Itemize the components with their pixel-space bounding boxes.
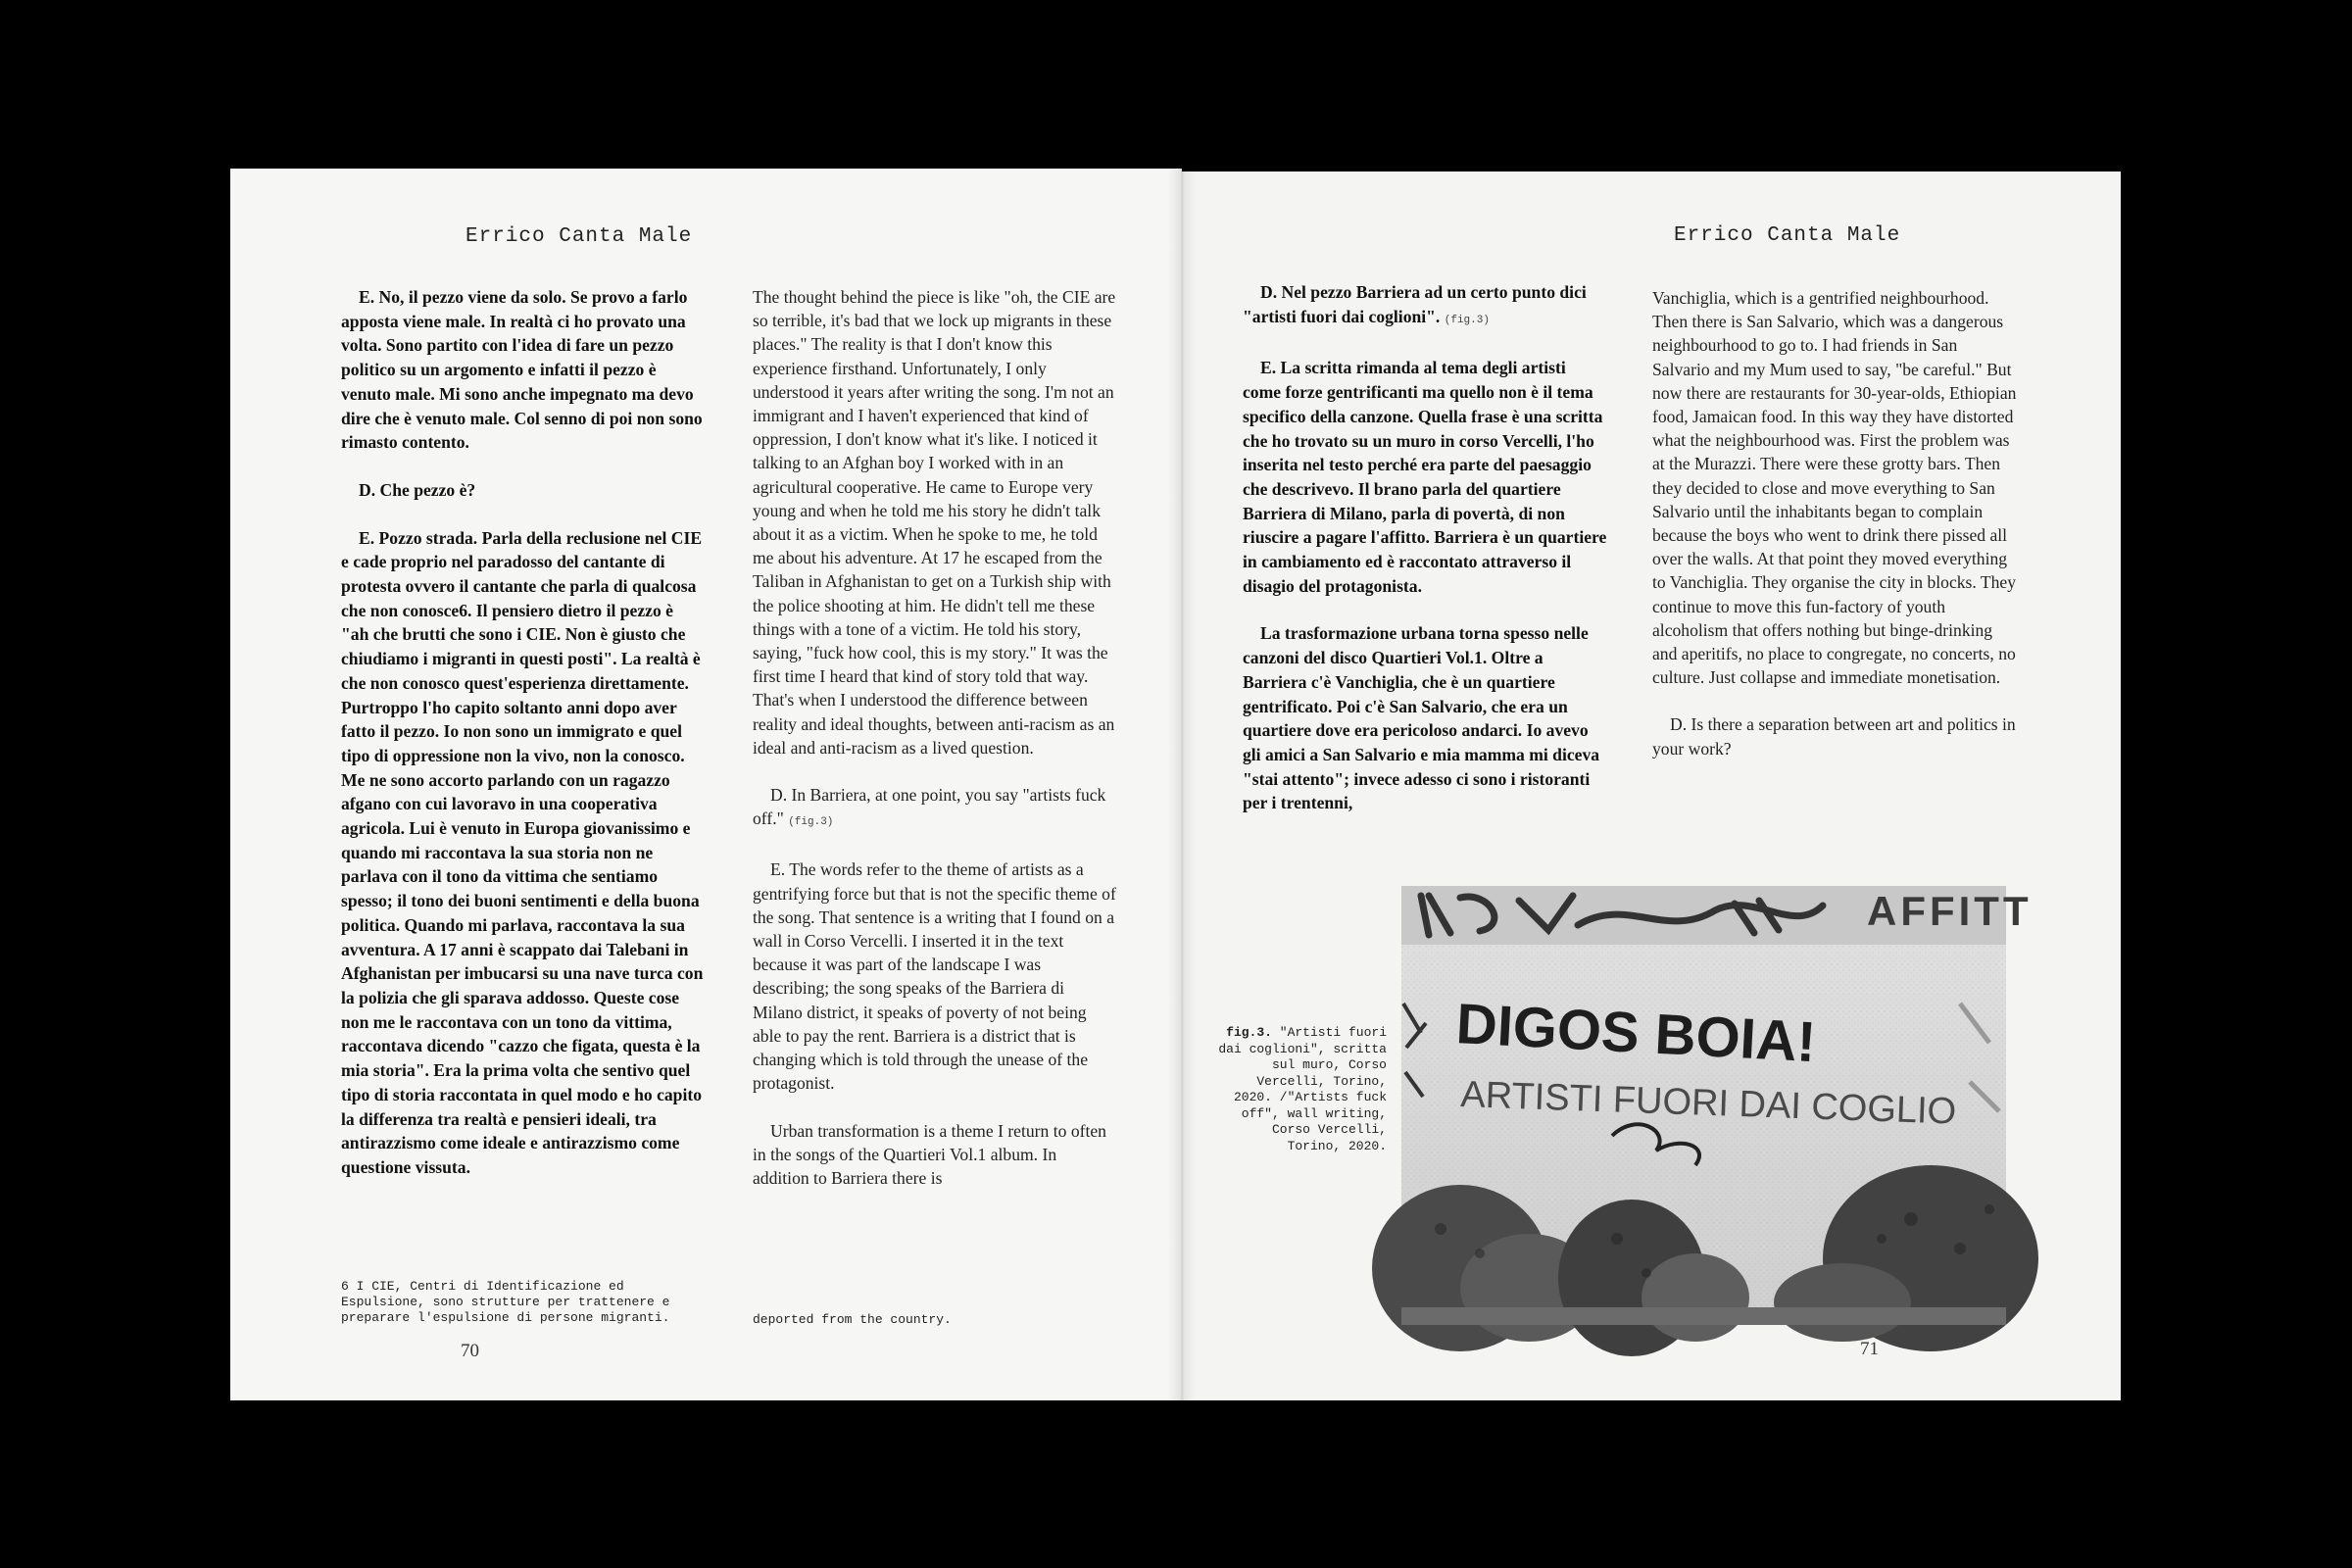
- italian-column-left: [341, 285, 704, 1203]
- paragraph: [753, 783, 1117, 834]
- footnote: 6 I CIE, Centri di Identificazione ed Espulsione, sono strutture per trattenere e preparare l'espulsione di persone migranti.: [341, 1279, 670, 1325]
- figure-label: fig.3.: [1226, 1025, 1272, 1040]
- paragraph: Urban transformation is a theme I return to often in the songs of the Quartieri Vol.1 album. In addition to Barriera there is: [753, 1120, 1106, 1188]
- paragraph: The thought behind the piece is like "oh, the CIE are so terrible, it's bad that we lock up migrants in these places." The reality is that I don't know this experience firsthand. Unfortunately, I only understood it years after writing the song. I'm not an immigrant and I haven't experienced that kind of oppression, I don't know what it's like. I noticed it talking to an Afghan boy I worked with in an agricultural cooperative. He came to Europe very young and when he told me his story he didn't talk about it as a victim. When he spoke to me, he told me about his adventure. At 17 he escaped from the Taliban in Afghanistan to get on a Turkish ship with the police shooting at him. He didn't tell me these things with a tone of a victim. He told his story, saying, "fuck how cool, this is my story." It was the first time I heard that kind of story told that way. That's when I understood the difference between reality and ideal thoughts, between anti-racism as an ideal and anti-racism as a lived question.: [753, 287, 1116, 758]
- paragraph: [1243, 280, 1607, 332]
- page-number-right: 71: [1860, 1339, 1879, 1359]
- question-text: D. Nel pezzo Barriera ad un certo punto dici "artisti fuori dai coglioni".: [1243, 282, 1587, 326]
- footnote-translation: deported from the country.: [753, 1312, 952, 1327]
- running-head-right: Errico Canta Male: [1674, 224, 1901, 247]
- book-gutter: [1168, 169, 1196, 1400]
- italian-column-right: [1243, 280, 1607, 839]
- paragraph: Vanchiglia, which is a gentrified neighbourhood. Then there is San Salvario, which was a dangerous neighbourhood to go to. I had friends in San Salvario and my Mum used to say, "be careful." But now there are restaurants for 30-year-olds, Ethiopian food, Jamaican food. In this way they have distorted what the neighbourhood was. First the problem was at the Murazzi. There were these grotty bars. Then they decided to close and move everything to San Salvario until the inhabitants began to complain because the boys who went to drink there pissed all over the walls. At that point they moved everything to Vanchiglia. They organise the city in blocks. They continue to move this fun-factory of youth alcoholism that offers nothing but binge-drinking and aperitifs, no place to congregate, no concerts, no culture. Just collapse and immediate monetisation.: [1652, 288, 2017, 688]
- figure-reference: (fig.3): [1444, 314, 1490, 326]
- running-head-left: Errico Canta Male: [466, 225, 693, 248]
- graffiti-photo: [1401, 886, 2033, 1325]
- english-column-left: [753, 285, 1117, 1213]
- figure-reference: (fig.3): [788, 816, 834, 829]
- paragraph: D. Is there a separation between art and politics in your work?: [1652, 714, 2016, 759]
- paragraph: E. The words refer to the theme of artists as a gentrifying force but that is not the specific theme of the song. That sentence is a writing that I found on a wall in Corso Vercelli. I inserted it in the text because it was part of the landscape I was describing; the song speaks of the Barriera di Milano district, it speaks of poverty of not being able to pay the rent. Barriera is a district that is changing which is told through the unease of the protagonist.: [753, 859, 1116, 1094]
- paragraph: E. Pozzo strada. Parla della reclusione nel CIE e cade proprio nel paradosso del cantante di protesta ovvero il cantante che parla di qualcosa che non conosce6. Il pensiero dietro il pezzo è "ah che brutti che sono i CIE. Non è giusto che chiudiamo i migranti in questi posti". La realtà è che non conosco quest'esperienza direttamente. Purtroppo l'ho capito soltanto anni dopo aver fatto il pezzo. Io non sono un immigrato e quel tipo di oppressione non la vivo, non la conosco. Me ne sono accorto parlando con un ragazzo afgano con cui lavoravo in una cooperativa agricola. Lui è venuto in Europa giovanissimo e quando mi raccontava la sua storia non ne parlava con il tono da vittima che sentiamo spesso; il tono dei buoni sentimenti e della buona politica. Quando mi parlava, raccontava la sua avventura. A 17 anni è scappato dai Talebani in Afghanistan per imbucarsi su una nave turca con la polizia che gli sparava addosso. Queste cose non me le raccontava con un tono da vittima, raccontava dicendo "cazzo che figata, questa è la mia storia". Era la prima volta che sentivo quel tipo di storia raccontata in quel modo e ho capito la differenza tra realtà e pensieri ideali, tra antirazzismo come ideale e antirazzismo come questione vissuta.: [341, 527, 704, 1177]
- paragraph: E. La scritta rimanda al tema degli artisti come forze gentrificanti ma quello non è il tema specifico della canzone. Quella frase è una scritta che ho trovato su un muro in corso Vercelli, l'ho inserita nel testo perché era parte del paesaggio che descrivevo. Il brano parla del quartiere Barriera di Milano, parla di povertà, di non riuscire a pagare l'affitto. Barriera è un quartiere in cambiamento ed è raccontato attraverso il disagio del protagonista.: [1243, 358, 1607, 596]
- paragraph: E. No, il pezzo viene da solo. Se provo a farlo apposta viene male. In realtà ci ho provato una volta. Sono partito con l'idea di fare un pezzo politico su un argomento e infatti il pezzo è venuto male. Mi sono anche impegnato ma devo dire che è venuto male. Col senno di poi non sono rimasto contento.: [341, 287, 703, 453]
- paragraph: La trasformazione urbana torna spesso nelle canzoni del disco Quartieri Vol.1. Oltre a Barriera c'è Vanchiglia, che è un quartiere gentrificato. Poi c'è San Salvario, che era un quartiere dove era pericoloso andarci. Io avevo gli amici a San Salvario e mia mamma mi diceva "stai attento"; invece adesso ci sono i ristoranti per i trentenni,: [1243, 623, 1600, 813]
- english-column-right: [1652, 286, 2017, 784]
- graffiti-affitti: AFFITT: [1867, 888, 2033, 934]
- question-text: D. In Barriera, at one point, you say "artists fuck off.": [753, 785, 1106, 829]
- figure-caption-text: "Artisti fuori dai coglioni", scritta sul muro, Corso Vercelli, Torino, 2020. /"Artists fuck off", wall writing, Corso Vercelli, Torino, 2020.: [1218, 1025, 1387, 1153]
- figure-caption: [1215, 1025, 1387, 1154]
- page-number-left: 70: [461, 1341, 479, 1361]
- graffiti-artisti: ARTISTI FUORI DAI COGLIO: [1459, 1074, 1957, 1133]
- graffiti-digos-boia: DIGOS BOIA!: [1454, 992, 1818, 1075]
- paragraph: D. Che pezzo è?: [359, 479, 476, 500]
